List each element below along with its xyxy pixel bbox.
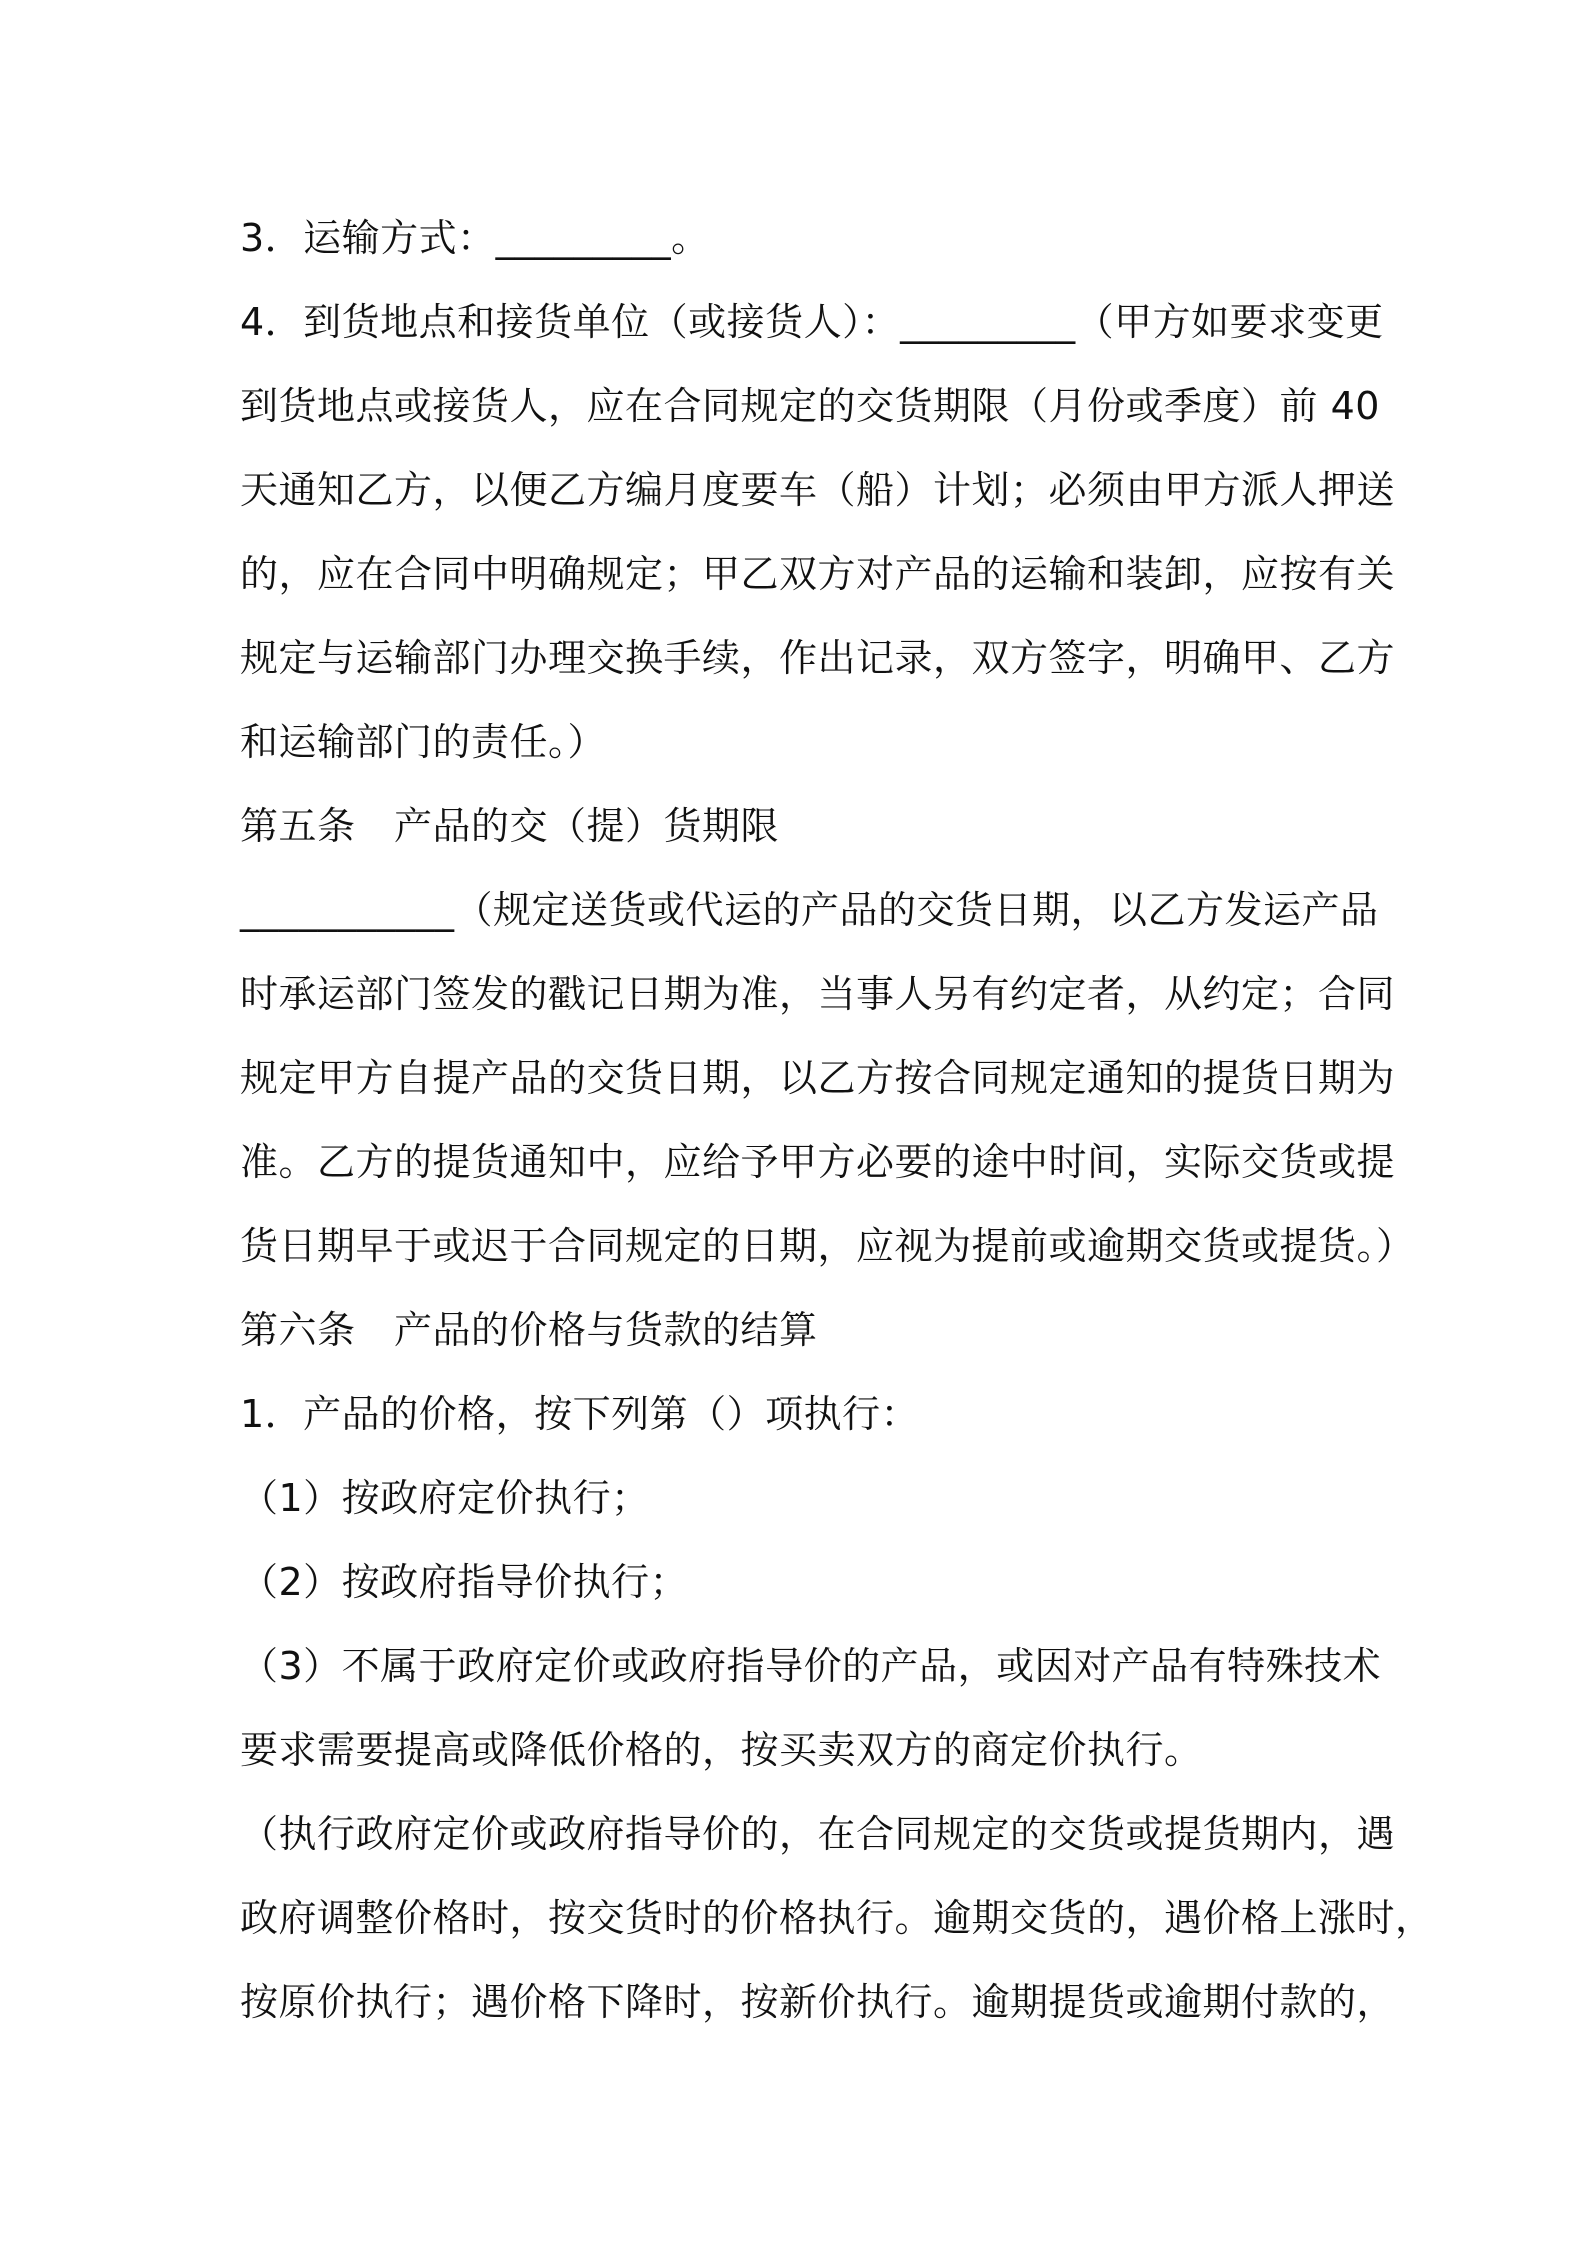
contract-text-body (240, 196, 1434, 2044)
text-line: （执行政府定价或政府指导价的，在合同规定的交货或提货期内，遇 (240, 1812, 1396, 1856)
text-line: 政府调整价格时，按交货时的价格执行。逾期交货的，遇价格上涨时， (240, 1896, 1434, 1940)
text-line: 要求需要提高或降低价格的，按买卖双方的商定价执行。 (240, 1728, 1203, 1772)
text-line: 到货地点或接货人，应在合同规定的交货期限（月份或季度）前 40 (240, 384, 1380, 428)
section-heading: 第五条 产品的交（提）货期限 (240, 804, 780, 848)
text-line: （2）按政府指导价执行； (240, 1560, 689, 1604)
text-line: 1．产品的价格，按下列第（）项执行： (240, 1392, 920, 1436)
text-line: 天通知乙方，以便乙方编月度要车（船）计划；必须由甲方派人押送 (240, 468, 1396, 512)
section-heading: 第六条 产品的价格与货款的结算 (240, 1308, 818, 1352)
text-line: （1）按政府定价执行； (240, 1476, 650, 1520)
text-line: 按原价执行；遇价格下降时，按新价执行。逾期提货或逾期付款的， (240, 1980, 1396, 2024)
text-line: ___________（规定送货或代运的产品的交货日期，以乙方发运产品 (240, 888, 1379, 932)
text-line: 规定甲方自提产品的交货日期，以乙方按合同规定通知的提货日期为 (240, 1056, 1396, 1100)
text-line: 准。乙方的提货通知中，应给予甲方必要的途中时间，实际交货或提 (240, 1140, 1396, 1184)
text-line: 和运输部门的责任。） (240, 720, 607, 764)
text-line: 的，应在合同中明确规定；甲乙双方对产品的运输和装卸，应按有关 (240, 552, 1396, 596)
text-line: （3）不属于政府定价或政府指导价的产品，或因对产品有特殊技术 (240, 1644, 1382, 1688)
text-line: 4．到货地点和接货单位（或接货人）：_________（甲方如要求变更 (240, 300, 1384, 344)
text-line: 3．运输方式：_________。 (240, 216, 710, 260)
text-line: 货日期早于或迟于合同规定的日期，应视为提前或逾期交货或提货。） (240, 1224, 1415, 1268)
text-line: 规定与运输部门办理交换手续，作出记录，双方签字，明确甲、乙方 (240, 636, 1396, 680)
text-line: 时承运部门签发的戳记日期为准，当事人另有约定者，从约定；合同 (240, 972, 1396, 1016)
